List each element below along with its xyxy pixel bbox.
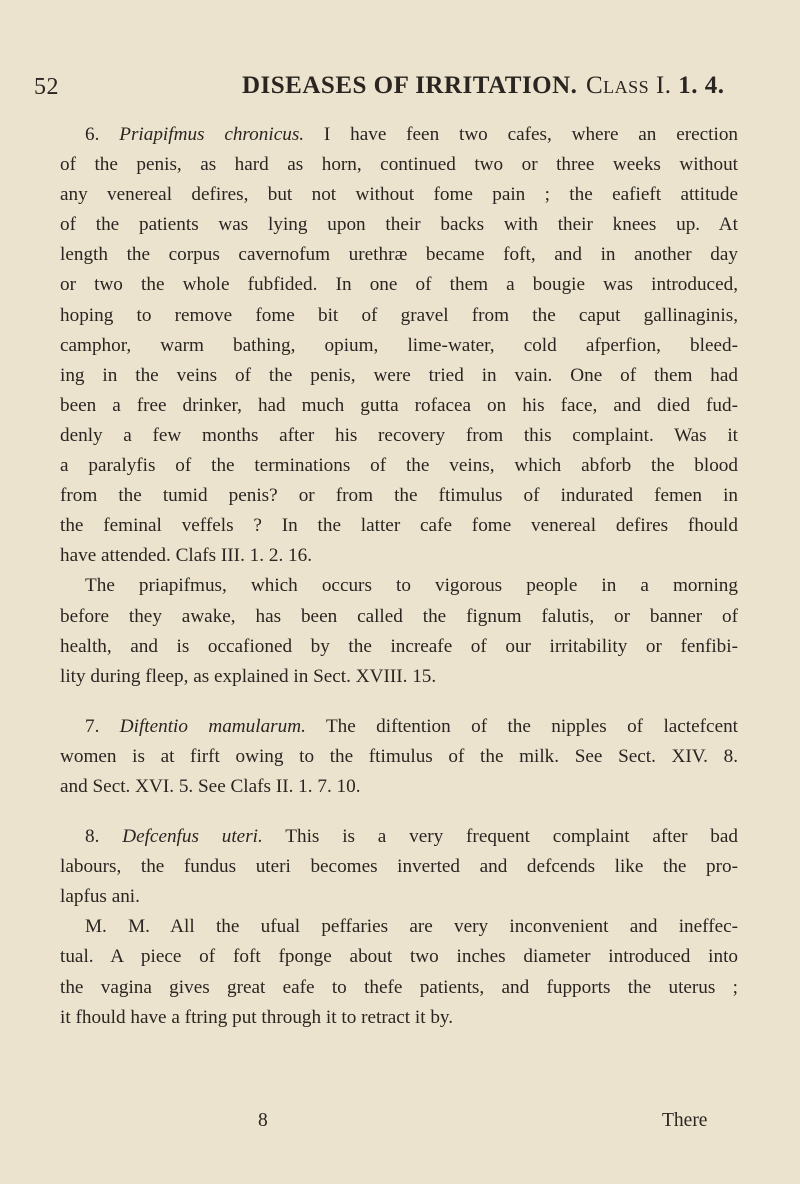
text-line	[60, 742, 738, 772]
text-line	[60, 361, 738, 391]
signature-mark: 8	[258, 1110, 268, 1131]
line-text: camphor, warm bathing, opium, lime-water, cold afperfion, bleed-	[60, 334, 738, 356]
text-line	[60, 240, 738, 270]
text-line	[60, 451, 738, 481]
line-text: The priapifmus, which occurs to vigorous people in a morning	[85, 575, 738, 597]
line-text: or two the whole fubfided. In one of them a bougie was introduced,	[60, 274, 738, 296]
paragraph-p6b	[60, 571, 738, 691]
text-line	[60, 331, 738, 361]
body-text	[60, 120, 738, 1033]
line-text: been a free drinker, had much gutta rofacea on his face, and died fud-	[60, 394, 738, 416]
text-line	[60, 942, 738, 972]
class-label: Class I.	[586, 72, 672, 99]
line-text: it fhould have a ftring put through it to retract it by.	[60, 1006, 454, 1028]
text-line	[60, 882, 738, 912]
running-head	[34, 68, 756, 108]
text-line	[60, 481, 738, 511]
line-text: of the penis, as hard as horn, continued two or three weeks without	[60, 154, 738, 176]
line-text: any venereal defires, but not without fome pain ; the eafieft attitude	[60, 184, 738, 206]
text-line	[60, 912, 738, 942]
line-text: a paralyfis of the terminations of the veins, which abforb the blood	[60, 455, 738, 477]
paragraph-p7	[60, 712, 738, 802]
paragraph-p6	[60, 120, 738, 571]
text-line	[60, 571, 738, 601]
text-line	[60, 712, 738, 742]
text-line	[60, 822, 738, 852]
line-text: and Sect. XVI. 5. See Clafs II. 1. 7. 10.	[60, 775, 361, 797]
text-line	[60, 391, 738, 421]
paragraph-gap	[60, 692, 738, 712]
text-line	[60, 632, 738, 662]
text-line	[60, 662, 738, 692]
line-text: the vagina gives great eafe to thefe patients, and fupports the uterus ;	[60, 976, 738, 998]
line-text: hoping to remove fome bit of gravel from the caput gallinaginis,	[60, 304, 738, 326]
line-text: before they awake, has been called the fignum falutis, or banner of	[60, 605, 738, 627]
catchword: There	[662, 1110, 708, 1131]
text-line	[60, 180, 738, 210]
text-line	[60, 1003, 738, 1033]
running-title: DISEASES OF IRRITATION.	[242, 72, 578, 99]
line-text: of the patients was lying upon their backs with their knees up. At	[60, 214, 738, 236]
line-text: tual. A piece of foft fponge about two inches diameter introduced into	[60, 946, 738, 968]
line-text: ing in the veins of the penis, were tried in vain. One of them had	[60, 364, 738, 386]
line-text: health, and is occafioned by the increafe of our irritability or fenfibi-	[60, 635, 738, 657]
text-line	[60, 511, 738, 541]
text-line	[60, 210, 738, 240]
section-number: 6.	[85, 124, 100, 145]
text-line	[60, 421, 738, 451]
line-text: denly a few months after his recovery from this complaint. Was it	[60, 424, 738, 446]
paragraph-p8	[60, 822, 738, 1033]
section-heading: Diftentio mamularum.	[119, 715, 306, 737]
line-text: I have feen two cafes, where an erection	[323, 124, 739, 145]
page-number: 52	[34, 74, 59, 100]
text-line	[60, 120, 738, 150]
line-text: from the tumid penis? or from the ftimulus of indurated femen in	[60, 485, 738, 507]
section-heading: Defcenfus uteri.	[122, 826, 263, 848]
line-text: M. M. All the ufual peffaries are very inconvenient and ineffec-	[85, 916, 738, 938]
section-number: 8.	[85, 826, 100, 848]
text-line	[60, 772, 738, 802]
section-number: 7.	[85, 715, 100, 737]
text-line	[60, 270, 738, 300]
class-reference	[586, 72, 725, 100]
line-text: have attended. Clafs III. 1. 2. 16.	[60, 545, 313, 567]
line-text: the feminal veffels ? In the latter cafe fome venereal defires fhould	[60, 515, 738, 537]
line-text: This is a very frequent complaint after bad	[285, 826, 738, 848]
section-heading: Priapifmus chronicus.	[119, 124, 305, 145]
class-number: 1. 4.	[678, 72, 725, 99]
line-text: length the corpus cavernofum urethræ became foft, and in another day	[60, 244, 738, 266]
text-line	[60, 541, 738, 571]
text-line	[60, 602, 738, 632]
text-line	[60, 973, 738, 1003]
text-line	[60, 852, 738, 882]
text-line	[60, 301, 738, 331]
line-text: women is at firft owing to the ftimulus of the milk. See Sect. XIV. 8.	[60, 745, 738, 767]
line-text: lity during fleep, as explained in Sect. XVIII. 15.	[60, 665, 437, 687]
line-text: lapfus ani.	[60, 886, 140, 908]
line-text: labours, the fundus uteri becomes inverted and defcends like the pro-	[60, 856, 738, 878]
line-text: The diftention of the nipples of lactefcent	[325, 715, 739, 737]
text-line	[60, 150, 738, 180]
paragraph-gap	[60, 802, 738, 822]
